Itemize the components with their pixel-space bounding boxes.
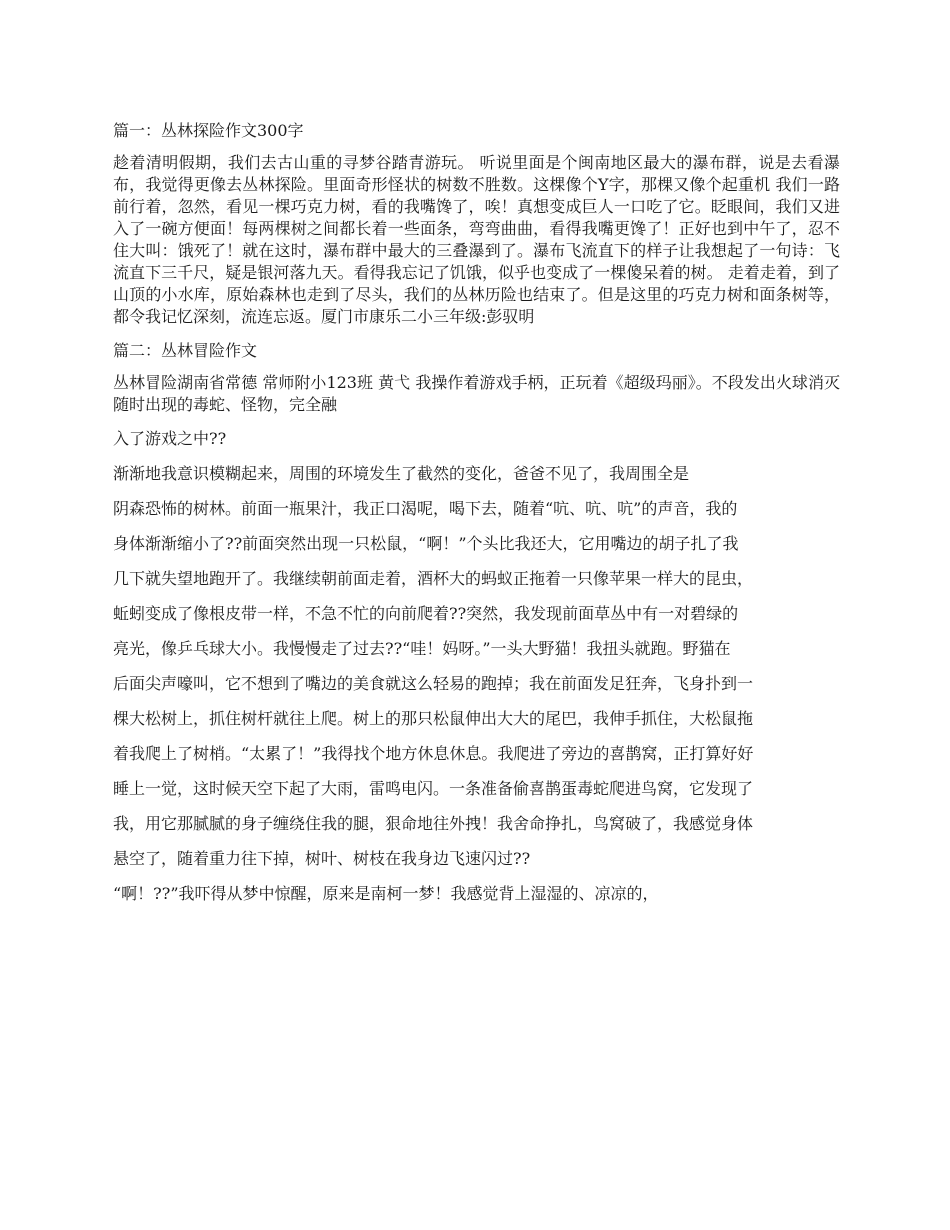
section-2-line: 几下就失望地跑开了。我继续朝前面走着，酒杯大的蚂蚁正拖着一只像苹果一样大的昆虫， (113, 569, 754, 588)
section-2-line: 蚯蚓变成了像根皮带一样，不急不忙的向前爬着??突然，我发现前面草丛中有一对碧绿的 (113, 604, 739, 623)
section-2-line: 我，用它那腻腻的身子缠绕住我的腿，狠命地往外拽！我舍命挣扎，鸟窝破了，我感觉身体 (113, 814, 754, 833)
section-2-line: 入了游戏之中?? (113, 429, 227, 448)
section-2-title: 篇二：丛林冒险作文 (113, 341, 258, 360)
section-2-line: 身体渐渐缩小了??前面突然出现一只松鼠，“啊！”个头比我还大，它用嘴边的胡子扎了我 (113, 534, 739, 553)
section-2-line: “啊！??”我吓得从梦中惊醒，原来是南柯一梦！我感觉背上湿湿的、凉凉的， (113, 884, 659, 903)
section-2-line: 棵大松树上，抓住树杆就往上爬。树上的那只松鼠伸出大大的尾巴，我伸手抓住，大松鼠拖 (113, 709, 754, 728)
section-2-line: 后面尖声嚎叫，它不想到了嘴边的美食就这么轻易的跑掉；我在前面发足狂奔，飞身扑到一 (113, 674, 754, 693)
section-2-line: 睡上一觉，这时候天空下起了大雨，雷鸣电闪。一条准备偷喜鹊蛋毒蛇爬进鸟窝，它发现了 (113, 779, 754, 798)
section-2-intro: 丛林冒险湖南省常德 常师附小123班 黄弋 我操作着游戏手柄，正玩着《超级玛丽》。不段发出火球消灭随时出现的毒蛇、怪物，完全融 (113, 373, 840, 414)
section-1-title: 篇一：丛林探险作文300字 (113, 121, 304, 140)
document-content (113, 120, 840, 918)
section-1-body: 趁着清明假期，我们去古山重的寻梦谷踏青游玩。 听说里面是个闽南地区最大的瀑布群，说是去看瀑布，我觉得更像去丛林探险。里面奇形怪状的树数不胜数。这棵像个Y字，那棵又像个起重机 我们一路前行着，忽然，看见一棵巧克力树，看的我嘴馋了，唉！真想变成巨人一口吃了它。眨眼间，我们又进入了一碗方便面！每两棵树之间都长着一些面条，弯弯曲曲，看得我嘴更馋了！正好也到中午了，忍不住大叫：饿死了！就在这时，瀑布群中最大的三叠瀑到了。瀑布飞流直下的样子让我想起了一句诗：飞流直下三千尺，疑是银河落九天。看得我忘记了饥饿，似乎也变成了一棵傻呆着的树。 走着走着，到了山顶的小水库，原始森林也走到了尽头，我们的丛林历险也结束了。但是这里的巧克力树和面条树等，都令我记忆深刻，流连忘返。厦门市康乐二小三年级:彭驭明 (113, 153, 840, 326)
section-2-line: 悬空了，随着重力往下掉，树叶、树枝在我身边飞速闪过?? (113, 849, 531, 868)
section-2-line: 着我爬上了树梢。“太累了！”我得找个地方休息休息。我爬进了旁边的喜鹊窝，正打算好好 (113, 744, 754, 763)
section-2-line: 渐渐地我意识模糊起来，周围的环境发生了截然的变化，爸爸不见了，我周围全是 (113, 464, 690, 483)
section-2-line: 阴森恐怖的树林。前面一瓶果汁，我正口渴呢，喝下去，随着“吭、吭、吭”的声音，我的 (113, 499, 738, 518)
section-2-line: 亮光，像乒乓球大小。我慢慢走了过去??“哇！妈呀。”一头大野猫！我扭头就跑。野猫在 (113, 639, 731, 658)
